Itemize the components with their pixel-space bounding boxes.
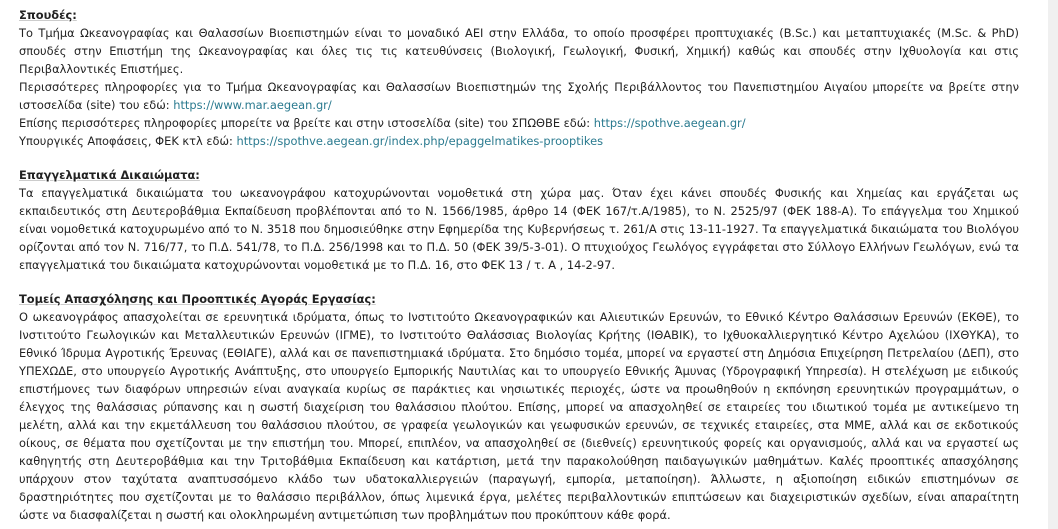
mar-aegean-link[interactable]: https://www.mar.aegean.gr/ [173,98,332,112]
also-info-line [19,114,1019,132]
employment-heading: Τομείς Απασχόλησης και Προοπτικές Αγοράς Εργασίας: [19,292,376,306]
section-spacer [19,274,1019,290]
rights-heading: Επαγγελματικά Δικαιώματα: [19,168,200,182]
article-content [19,6,1019,524]
more-info-text: Περισσότερες πληροφορίες για το Τμήμα Ωκεανογραφίας και Θαλασσίων Βιοεπιστημών της Σχολής Περιβάλλοντος του Πανεπιστημίου Αιγαίου μπορείτε να βρείτε στην ιστοσελίδα (site) του εδώ: [19,80,1019,112]
also-info-text: Επίσης περισσότερες πληροφορίες μπορείτε να βρείτε και στην ιστοσελίδα (site) του ΣΠΩΘΒΕ εδώ: [19,116,591,130]
studies-paragraph: Το Τμήμα Ωκεανογραφίας και Θαλασσίων Βιοεπιστημών είναι το μοναδικό ΑΕΙ στην Ελλάδα, το οποίο προσφέρει προπτυχιακές (B.Sc.) και μεταπτυχιακές (M.Sc. & PhD) σπουδές στην Επιστήμη της Ωκεανογραφίας και όλες τις τις κατευθύνσεις (Βιολογική, Γεωλογική, Φυσική, Χημική) καθώς και σπουδές στην Ιχθυολογία και στις Περιβαλλοντικές Επιστήμες. [19,26,1019,76]
rights-paragraph: Τα επαγγελματικά δικαιώματα του ωκεανογράφου κατοχυρώνονται νομοθετικά στη χώρα μας. Όταν έχει κάνει σπουδές Φυσικής και Χημείας και εργάζεται ως εκπαιδευτικός στη Δευτεροβάθμια Εκπαίδευση προβλέπονται από το Ν. 1566/1985, άρθρο 14 (ΦΕΚ 167/τ.Α/1985), το Ν. 2525/97 (ΦΕΚ 188-Α). Το επάγγελμα του Χημικού είναι νομοθετικά κατοχυρωμένο από το Ν. 3518 που δημοσιεύθηκε στην Εφημερίδα της Κυβερνήσεως τ. 261/Α στις 13-11-1927. Τα επαγγελματικά δικαιώματα του Βιολόγου ορίζονται από τον Ν. 716/77, το Π.Δ. 541/78, το Π.Δ. 256/1998 και το Π.Δ. 50 (ΦΕΚ 39/5-3-01). Ο πτυχιούχος Γεωλόγος εγγράφεται στο Σύλλογο Ελλήνων Γεωλόγων, ενώ τα επαγγελματικά του δικαιώματα κατοχυρώνονται νομοθετικά με το Π.Δ. 16, στο ΦΕΚ 13 / τ. Α , 14-2-97. [19,186,1019,272]
studies-heading: Σπουδές: [19,8,77,22]
spothve-link[interactable]: https://spothve.aegean.gr/ [593,116,746,130]
page-scroll-edge [1048,0,1058,529]
more-info-line [19,78,1019,114]
ministerial-decisions-link[interactable]: https://spothve.aegean.gr/index.php/epaggelmatikes-prooptikes [236,134,604,148]
ministerial-line [19,132,1019,150]
ministerial-text: Υπουργικές Αποφάσεις, ΦΕΚ κτλ εδώ: [19,134,233,148]
employment-paragraph: Ο ωκεανογράφος απασχολείται σε ερευνητικά ιδρύματα, όπως το Ινστιτούτο Ωκεανογραφικών και Αλιευτικών Ερευνών, το Εθνικό Κέντρο Θαλάσσιων Ερευνών (ΕΚΘΕ), το Ινστιτούτο Γεωλογικών και Μεταλλευτικών Ερευνών (ΙΓΜΕ), το Ινστιτούτο Θαλάσσιας Βιολογίας Κρήτης (ΙΘΑΒΙΚ), το Ιχθυοκαλλιεργητικό Κέντρο Αχελώου (ΙΧΘΥΚΑ), το Εθνικό Ίδρυμα Αγροτικής Έρευνας (ΕΘΙΑΓΕ), αλλά και σε πανεπιστημιακά ιδρύματα. Στο δημόσιο τομέα, μπορεί να εργαστεί στη Δημόσια Επιχείρηση Πετρελαίου (ΔΕΠ), στο ΥΠΕΧΩΔΕ, στο υπουργείο Αγροτικής Ανάπτυξης, στο υπουργείο Εμπορικής Ναυτιλίας και το υπουργείο Εθνικής Άμυνας (Υδρογραφική Υπηρεσία). Η στελέχωση με ειδικούς επιστήμονες των διαφόρων υπηρεσιών είναι αναγκαία κυρίως σε παράκτιες και νησιωτικές περιοχές, ώστε να προωθηθούν η εκπόνηση ερευνητικών προγραμμάτων, ο έλεγχος της θαλάσσιας ρύπανσης και η σωστή διαχείριση του θαλάσσιου πλούτου. Επίσης, μπορεί να απασχοληθεί σε εταιρείες του ιδιωτικού τομέα με αντικείμενο τη μελέτη, αλλά και την εκμετάλλευση του θαλάσσιου πλούτου, σε γραφεία γεωλογικών και γεωφυσικών ερευνών, σε τεχνικές εταιρείες, στα ΜΜΕ, αλλά και σε εκδοτικούς οίκους, σε θέματα που σχετίζονται με την επιστήμη του. Μπορεί, επιπλέον, να απασχοληθεί σε (διεθνείς) ερευνητικούς φορείς και οργανισμούς, αλλά και να εργαστεί ως καθηγητής στη Δευτεροβάθμια και την Τριτοβάθμια Εκπαίδευση και κατάρτιση, μετά την παρακολούθηση παιδαγωγικών μαθημάτων. Καλές προοπτικές απασχόλησης υπάρχουν στον ταχύτατα αναπτυσσόμενο κλάδο των υδατοκαλλιεργειών (παραγωγή, εμπορία, μεταποίηση). Άλλωστε, η αξιοποίηση ειδικών επιστημόνων σε δραστηριότητες που σχετίζονται με το θαλάσσιο περιβάλλον, όπως λιμενικά έργα, μελέτες περιβαλλοντικών επιπτώσεων και διαχειριστικών σχεδίων, είναι απαραίτητη ώστε να διασφαλίζεται η σωστή και ολοκληρωμένη αντιμετώπιση των προβλημάτων που προκύπτουν κάθε φορά. [19,310,1019,522]
section-spacer [19,150,1019,166]
